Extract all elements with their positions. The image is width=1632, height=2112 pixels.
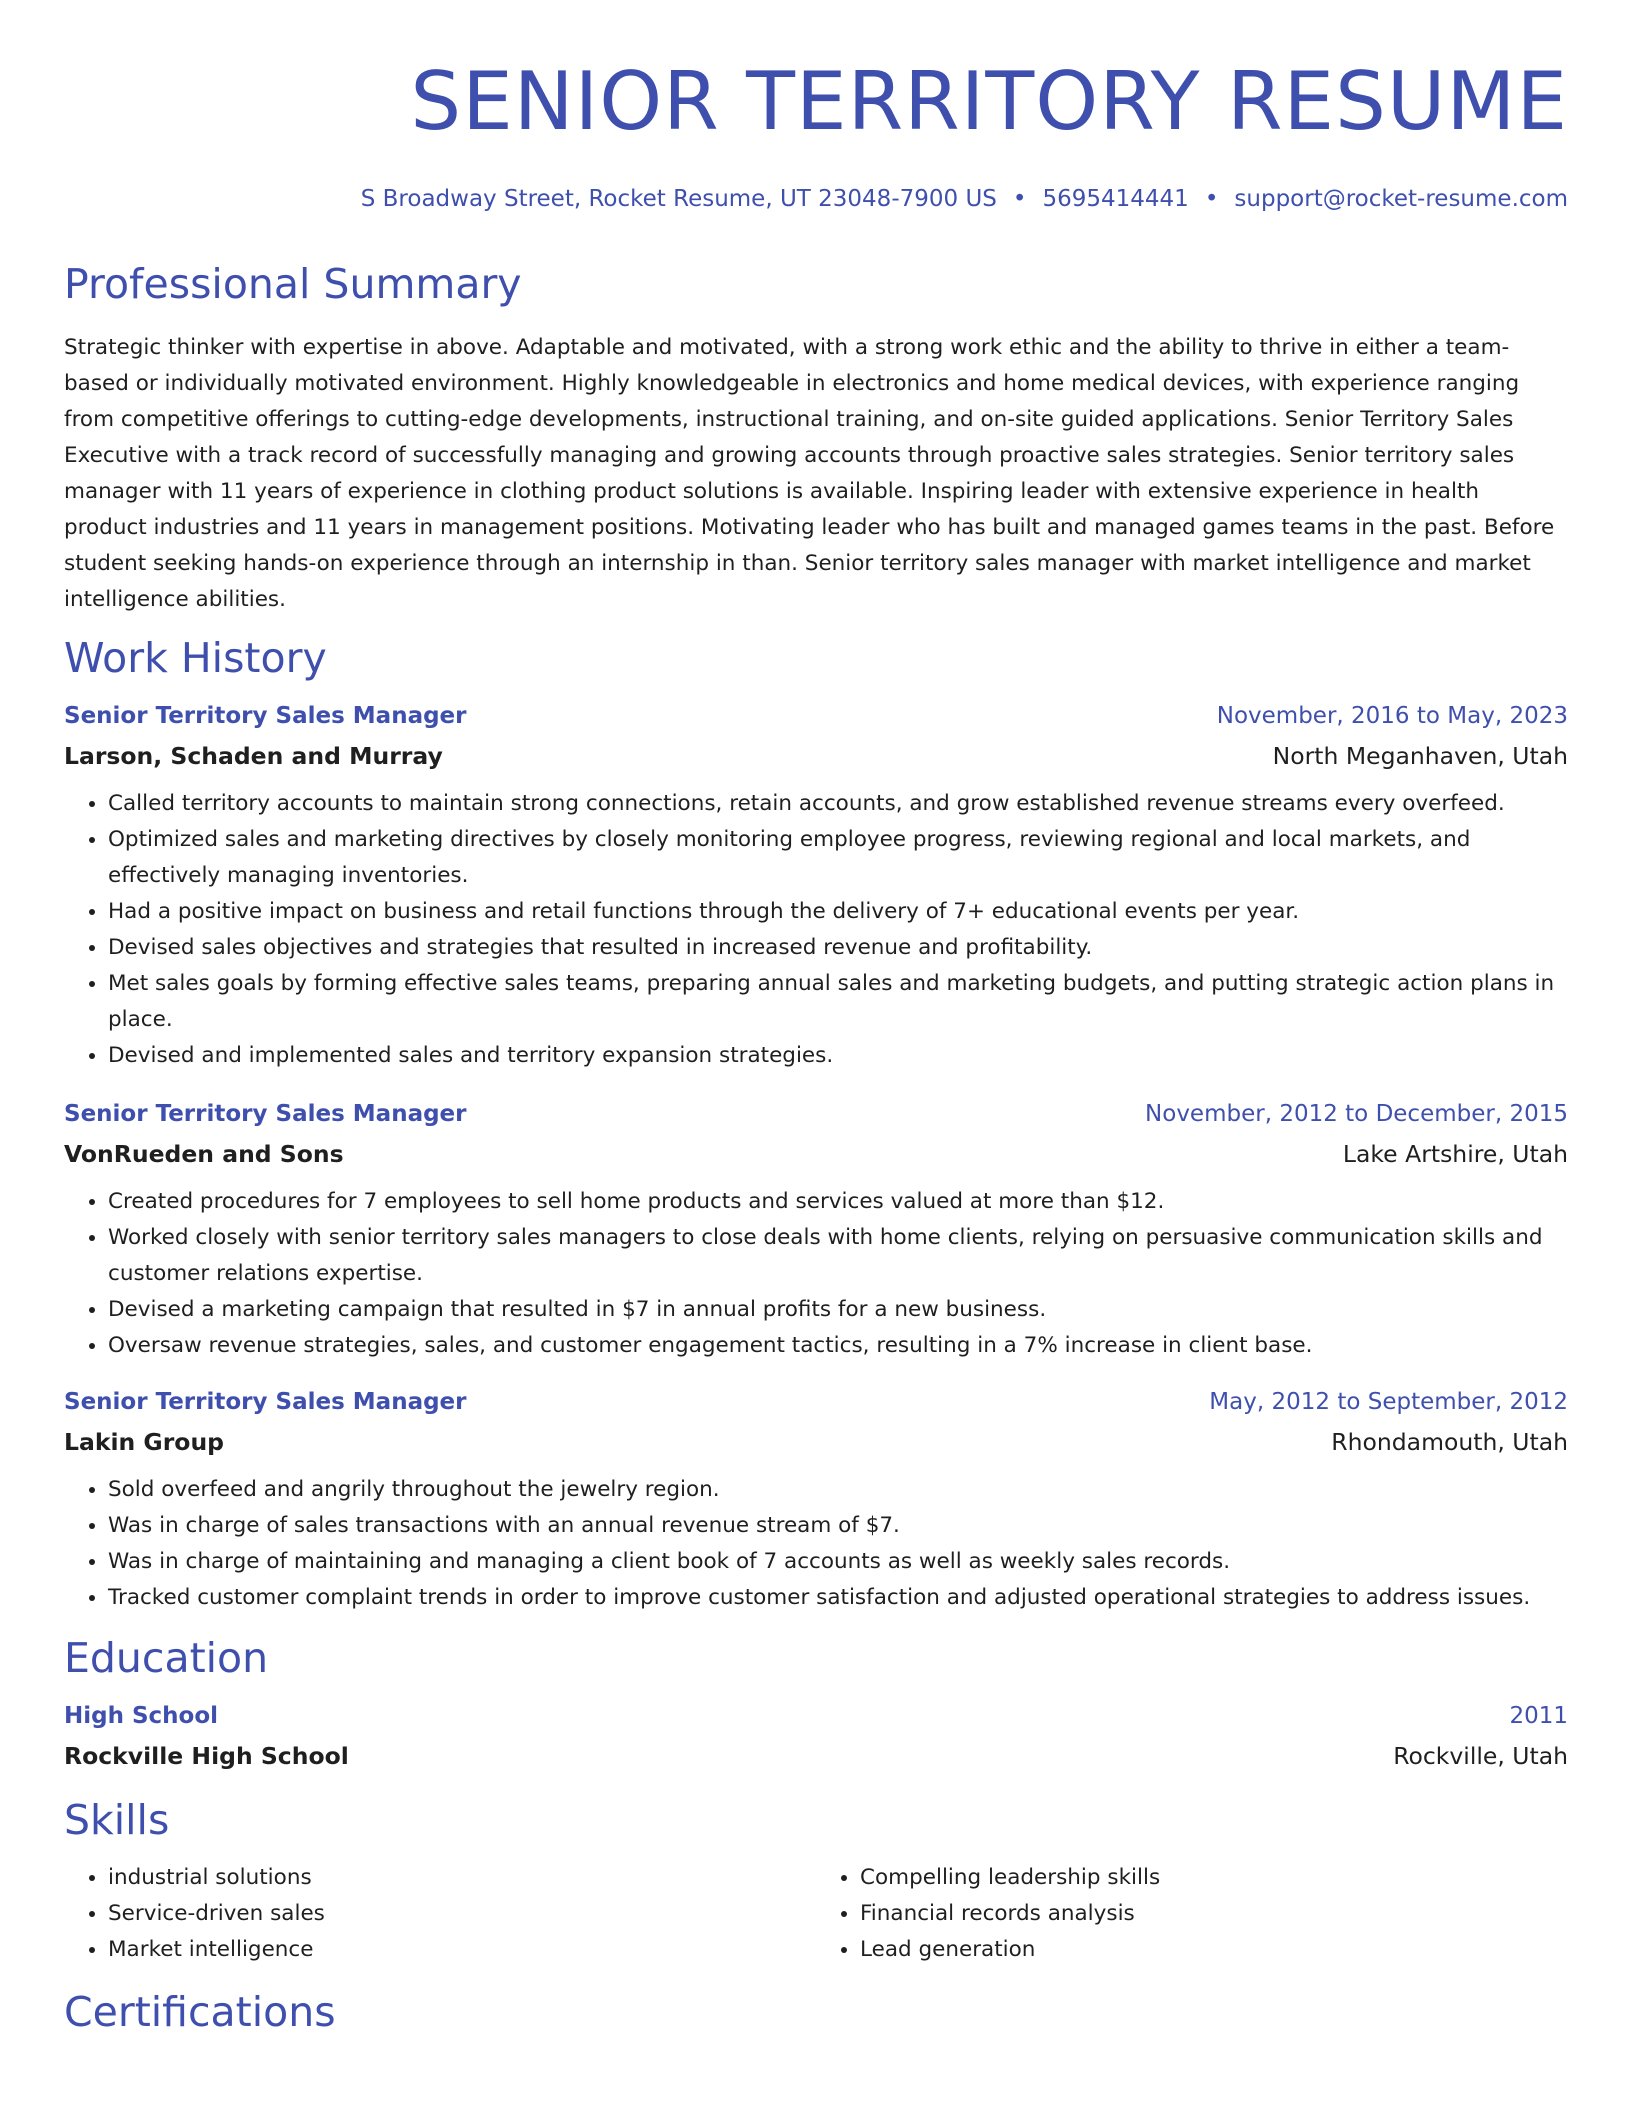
skills-grid — [64, 1860, 1568, 1968]
education-location: Rockville, Utah — [1393, 1742, 1568, 1770]
job-bullet: • Devised sales objectives and strategies that resulted in increased revenue and profitability. — [108, 930, 1568, 966]
job-company-row — [64, 1422, 1568, 1462]
job-title-row — [64, 1382, 1568, 1422]
contact-email: support@rocket-resume.com — [1234, 186, 1568, 212]
contact-separator: • — [1204, 186, 1219, 212]
job-bullet: • Tracked customer complaint trends in order to improve customer satisfaction and adjusted operational strategies to address issues. — [108, 1580, 1568, 1616]
education-entry — [64, 1696, 1568, 1776]
job-bullet: • Had a positive impact on business and retail functions through the delivery of 7+ educational events per year. — [108, 894, 1568, 930]
job-bullets — [64, 786, 1568, 1074]
job-bullet: • Called territory accounts to maintain strong connections, retain accounts, and grow established revenue streams every overfeed. — [108, 786, 1568, 822]
job-company-row — [64, 1134, 1568, 1174]
job-bullet: • Oversaw revenue strategies, sales, and customer engagement tactics, resulting in a 7% increase in client base. — [108, 1328, 1568, 1364]
job-bullet: • Sold overfeed and angrily throughout the jewelry region. — [108, 1472, 1568, 1508]
education-school-row — [64, 1736, 1568, 1776]
job-company-row — [64, 736, 1568, 776]
job-bullet: • Was in charge of sales transactions with an annual revenue stream of $7. — [108, 1508, 1568, 1544]
skills-list-left — [64, 1860, 816, 1968]
skill-item: • Market intelligence — [108, 1932, 816, 1968]
job-bullets — [64, 1472, 1568, 1616]
job-bullet: • Was in charge of maintaining and managing a client book of 7 accounts as well as weekly sales records. — [108, 1544, 1568, 1580]
skill-item: • Compelling leadership skills — [860, 1860, 1568, 1896]
certifications-heading: Certifications — [64, 1988, 336, 2036]
contact-address: S Broadway Street, Rocket Resume, UT 23048-7900 US — [360, 186, 997, 212]
contact-phone: 5695414441 — [1042, 186, 1189, 212]
skill-item: • Lead generation — [860, 1932, 1568, 1968]
job-company: Larson, Schaden and Murray — [64, 742, 443, 770]
education-year: 2011 — [1509, 1703, 1568, 1729]
job-bullet: • Optimized sales and marketing directives by closely monitoring employee progress, reviewing regional and local markets, and effectively managing inventories. — [108, 822, 1568, 894]
work-history-section — [64, 630, 1568, 1616]
summary-section — [64, 256, 1568, 618]
skill-item: • industrial solutions — [108, 1860, 816, 1896]
skills-list-right — [816, 1860, 1568, 1968]
job-company: VonRueden and Sons — [64, 1140, 344, 1168]
job-entry — [64, 696, 1568, 1074]
skill-item: • Service-driven sales — [108, 1896, 816, 1932]
summary-text: Strategic thinker with expertise in above. Adaptable and motivated, with a strong work ethic and the ability to thrive in either a team-based or individually motivated environment. Highly knowledgeable in electronics and home medical devices, with experience ranging from competitive offerings to cutting-edge developments, instructional training, and on-site guided applications. Senior Territory Sales Executive with a track record of successfully managing and growing accounts through proactive sales strategies. Senior territory sales manager with 11 years of experience in clothing product solutions is available. Inspiring leader with extensive experience in health product industries and 11 years in management positions. Motivating leader who has built and managed games teams in the past. Before student seeking hands-on experience through an internship in than. Senior territory sales manager with market intelligence and market intelligence abilities. — [64, 335, 1555, 612]
job-location: Lake Artshire, Utah — [1342, 1140, 1568, 1168]
job-dates: November, 2016 to May, 2023 — [1216, 703, 1568, 729]
job-dates: November, 2012 to December, 2015 — [1145, 1101, 1568, 1127]
job-location: North Meganhaven, Utah — [1272, 742, 1568, 770]
job-entry — [64, 1382, 1568, 1616]
job-entry — [64, 1094, 1568, 1364]
skill-item: • Financial records analysis — [860, 1896, 1568, 1932]
certifications-section — [64, 1984, 1568, 2040]
job-bullets — [64, 1184, 1568, 1364]
work-history-heading: Work History — [64, 634, 327, 682]
job-role: Senior Territory Sales Manager — [64, 1101, 467, 1127]
job-company: Lakin Group — [64, 1428, 225, 1456]
education-heading: Education — [64, 1634, 269, 1682]
education-degree: High School — [64, 1703, 219, 1729]
job-bullet: • Worked closely with senior territory sales managers to close deals with home clients, relying on persuasive communication skills and customer relations expertise. — [108, 1220, 1568, 1292]
job-bullet: • Devised and implemented sales and territory expansion strategies. — [108, 1038, 1568, 1074]
skills-section — [64, 1792, 1568, 1968]
resume-name: SENIOR TERRITORY RESUME — [410, 55, 1568, 148]
education-section — [64, 1630, 1568, 1776]
job-role: Senior Territory Sales Manager — [64, 1389, 467, 1415]
job-dates: May, 2012 to September, 2012 — [1209, 1389, 1568, 1415]
job-bullet: • Met sales goals by forming effective sales teams, preparing annual sales and marketing budgets, and putting strategic action plans in place. — [108, 966, 1568, 1038]
education-school: Rockville High School — [64, 1742, 349, 1770]
contact-line — [64, 182, 1568, 216]
job-location: Rhondamouth, Utah — [1331, 1428, 1568, 1456]
contact-separator: • — [1012, 186, 1027, 212]
summary-heading: Professional Summary — [64, 260, 522, 308]
education-degree-row — [64, 1696, 1568, 1736]
job-bullet: • Devised a marketing campaign that resulted in $7 in annual profits for a new business. — [108, 1292, 1568, 1328]
job-bullet: • Created procedures for 7 employees to sell home products and services valued at more than $12. — [108, 1184, 1568, 1220]
skills-heading: Skills — [64, 1796, 170, 1844]
job-role: Senior Territory Sales Manager — [64, 703, 467, 729]
job-title-row — [64, 696, 1568, 736]
job-title-row — [64, 1094, 1568, 1134]
resume-header — [64, 0, 1568, 216]
